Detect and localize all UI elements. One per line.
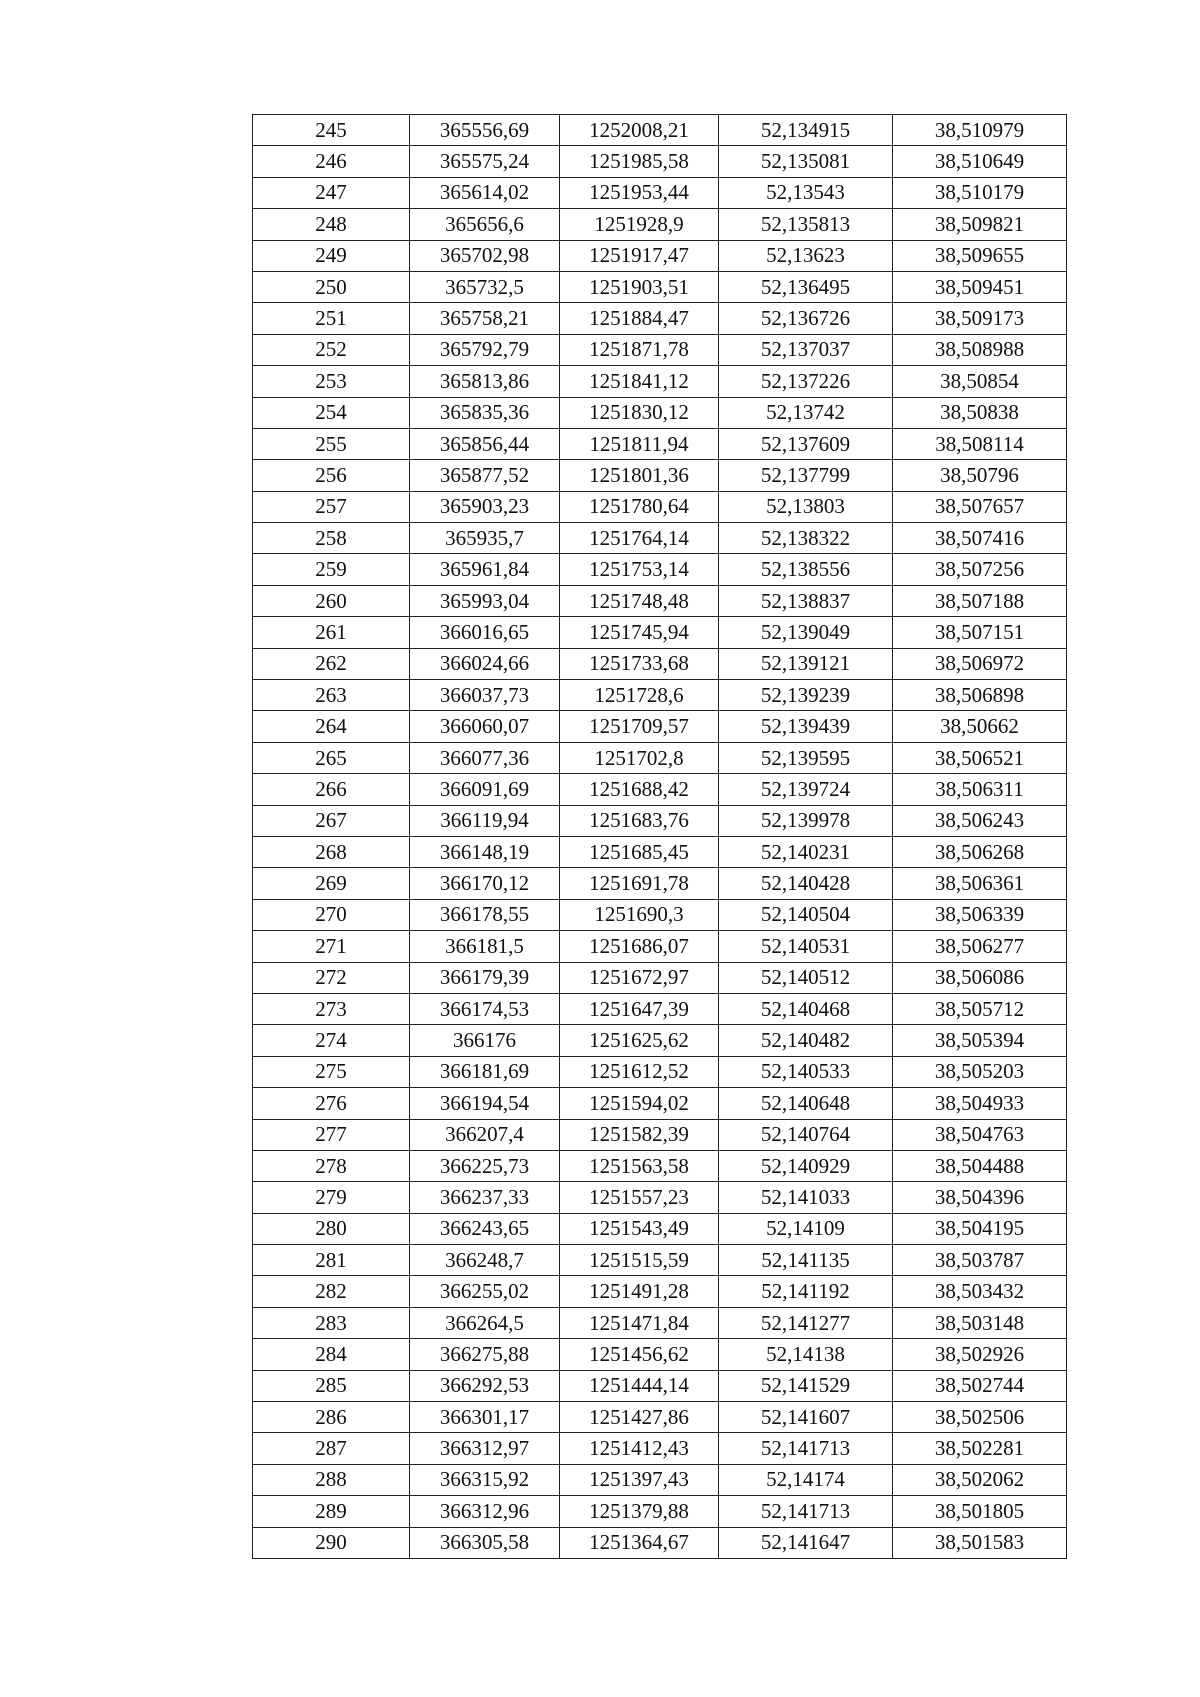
latitude-cell: 52,140531 [719,931,893,962]
y-coordinate-cell: 1251683,76 [560,805,719,836]
point-number-cell: 286 [253,1402,410,1433]
latitude-cell: 52,139121 [719,648,893,679]
latitude-cell: 52,140468 [719,993,893,1024]
longitude-cell: 38,510979 [893,115,1067,146]
latitude-cell: 52,140764 [719,1119,893,1150]
y-coordinate-cell: 1251444,14 [560,1370,719,1401]
y-coordinate-cell: 1251748,48 [560,585,719,616]
latitude-cell: 52,13543 [719,177,893,208]
table-row [253,1182,1067,1213]
x-coordinate-cell: 365656,6 [410,209,560,240]
latitude-cell: 52,14109 [719,1213,893,1244]
y-coordinate-cell: 1251456,62 [560,1339,719,1370]
x-coordinate-cell: 366174,53 [410,993,560,1024]
latitude-cell: 52,13803 [719,491,893,522]
latitude-cell: 52,141529 [719,1370,893,1401]
table-row [253,1402,1067,1433]
y-coordinate-cell: 1251647,39 [560,993,719,1024]
point-number-cell: 278 [253,1150,410,1181]
x-coordinate-cell: 366148,19 [410,836,560,867]
latitude-cell: 52,137037 [719,334,893,365]
longitude-cell: 38,508114 [893,428,1067,459]
point-number-cell: 256 [253,460,410,491]
point-number-cell: 247 [253,177,410,208]
table-row [253,428,1067,459]
x-coordinate-cell: 366176 [410,1025,560,1056]
point-number-cell: 289 [253,1496,410,1527]
point-number-cell: 259 [253,554,410,585]
y-coordinate-cell: 1251543,49 [560,1213,719,1244]
table-row [253,836,1067,867]
table-row [253,1276,1067,1307]
table-row [253,460,1067,491]
table-row [253,1370,1067,1401]
point-number-cell: 257 [253,491,410,522]
longitude-cell: 38,50796 [893,460,1067,491]
longitude-cell: 38,509821 [893,209,1067,240]
y-coordinate-cell: 1251953,44 [560,177,719,208]
point-number-cell: 255 [253,428,410,459]
longitude-cell: 38,503787 [893,1245,1067,1276]
y-coordinate-cell: 1251594,02 [560,1088,719,1119]
table-row [253,742,1067,773]
longitude-cell: 38,50838 [893,397,1067,428]
point-number-cell: 290 [253,1527,410,1558]
table-row [253,680,1067,711]
y-coordinate-cell: 1251515,59 [560,1245,719,1276]
table-row [253,491,1067,522]
table-row [253,523,1067,554]
point-number-cell: 248 [253,209,410,240]
y-coordinate-cell: 1251364,67 [560,1527,719,1558]
coordinates-table [252,114,1067,1559]
point-number-cell: 266 [253,774,410,805]
point-number-cell: 274 [253,1025,410,1056]
x-coordinate-cell: 366312,96 [410,1496,560,1527]
longitude-cell: 38,506972 [893,648,1067,679]
table-row [253,1496,1067,1527]
x-coordinate-cell: 365575,24 [410,146,560,177]
longitude-cell: 38,502062 [893,1464,1067,1495]
latitude-cell: 52,141713 [719,1496,893,1527]
x-coordinate-cell: 366207,4 [410,1119,560,1150]
point-number-cell: 287 [253,1433,410,1464]
point-number-cell: 268 [253,836,410,867]
table-row [253,585,1067,616]
latitude-cell: 52,139239 [719,680,893,711]
y-coordinate-cell: 1251745,94 [560,617,719,648]
table-row [253,366,1067,397]
x-coordinate-cell: 366315,92 [410,1464,560,1495]
y-coordinate-cell: 1251830,12 [560,397,719,428]
x-coordinate-cell: 366237,33 [410,1182,560,1213]
x-coordinate-cell: 366225,73 [410,1150,560,1181]
table-row [253,271,1067,302]
point-number-cell: 262 [253,648,410,679]
table-row [253,1527,1067,1558]
point-number-cell: 261 [253,617,410,648]
x-coordinate-cell: 365732,5 [410,271,560,302]
longitude-cell: 38,510649 [893,146,1067,177]
point-number-cell: 273 [253,993,410,1024]
table-row [253,1119,1067,1150]
table-row [253,115,1067,146]
longitude-cell: 38,502506 [893,1402,1067,1433]
longitude-cell: 38,504488 [893,1150,1067,1181]
y-coordinate-cell: 1251582,39 [560,1119,719,1150]
y-coordinate-cell: 1251928,9 [560,209,719,240]
latitude-cell: 52,138837 [719,585,893,616]
longitude-cell: 38,506268 [893,836,1067,867]
x-coordinate-cell: 365702,98 [410,240,560,271]
point-number-cell: 279 [253,1182,410,1213]
x-coordinate-cell: 365856,44 [410,428,560,459]
x-coordinate-cell: 366119,94 [410,805,560,836]
y-coordinate-cell: 1251903,51 [560,271,719,302]
longitude-cell: 38,506339 [893,899,1067,930]
longitude-cell: 38,506243 [893,805,1067,836]
x-coordinate-cell: 365877,52 [410,460,560,491]
x-coordinate-cell: 366060,07 [410,711,560,742]
longitude-cell: 38,509173 [893,303,1067,334]
latitude-cell: 52,141277 [719,1307,893,1338]
y-coordinate-cell: 1251702,8 [560,742,719,773]
point-number-cell: 288 [253,1464,410,1495]
x-coordinate-cell: 365792,79 [410,334,560,365]
point-number-cell: 258 [253,523,410,554]
longitude-cell: 38,508988 [893,334,1067,365]
y-coordinate-cell: 1251801,36 [560,460,719,491]
y-coordinate-cell: 1251563,58 [560,1150,719,1181]
table-row [253,303,1067,334]
table-row [253,648,1067,679]
point-number-cell: 275 [253,1056,410,1087]
table-row [253,993,1067,1024]
point-number-cell: 252 [253,334,410,365]
y-coordinate-cell: 1251709,57 [560,711,719,742]
table-row [253,554,1067,585]
x-coordinate-cell: 366264,5 [410,1307,560,1338]
y-coordinate-cell: 1251557,23 [560,1182,719,1213]
table-row [253,146,1067,177]
y-coordinate-cell: 1251811,94 [560,428,719,459]
table-row [253,899,1067,930]
latitude-cell: 52,136495 [719,271,893,302]
table-row [253,1464,1067,1495]
point-number-cell: 269 [253,868,410,899]
latitude-cell: 52,140428 [719,868,893,899]
longitude-cell: 38,503148 [893,1307,1067,1338]
point-number-cell: 251 [253,303,410,334]
x-coordinate-cell: 366312,97 [410,1433,560,1464]
longitude-cell: 38,505394 [893,1025,1067,1056]
latitude-cell: 52,13623 [719,240,893,271]
table-row [253,177,1067,208]
coordinates-table-body [253,115,1067,1559]
table-row [253,931,1067,962]
longitude-cell: 38,506277 [893,931,1067,962]
x-coordinate-cell: 366194,54 [410,1088,560,1119]
table-row [253,240,1067,271]
x-coordinate-cell: 366301,17 [410,1402,560,1433]
x-coordinate-cell: 365556,69 [410,115,560,146]
point-number-cell: 272 [253,962,410,993]
point-number-cell: 283 [253,1307,410,1338]
longitude-cell: 38,502744 [893,1370,1067,1401]
y-coordinate-cell: 1251780,64 [560,491,719,522]
x-coordinate-cell: 366255,02 [410,1276,560,1307]
longitude-cell: 38,503432 [893,1276,1067,1307]
point-number-cell: 271 [253,931,410,962]
latitude-cell: 52,139595 [719,742,893,773]
table-row [253,962,1067,993]
point-number-cell: 263 [253,680,410,711]
table-row [253,1339,1067,1370]
latitude-cell: 52,141647 [719,1527,893,1558]
y-coordinate-cell: 1251871,78 [560,334,719,365]
point-number-cell: 245 [253,115,410,146]
y-coordinate-cell: 1251884,47 [560,303,719,334]
y-coordinate-cell: 1251753,14 [560,554,719,585]
latitude-cell: 52,137226 [719,366,893,397]
x-coordinate-cell: 366037,73 [410,680,560,711]
x-coordinate-cell: 365993,04 [410,585,560,616]
longitude-cell: 38,506898 [893,680,1067,711]
latitude-cell: 52,137799 [719,460,893,491]
table-row [253,1433,1067,1464]
longitude-cell: 38,510179 [893,177,1067,208]
longitude-cell: 38,507151 [893,617,1067,648]
x-coordinate-cell: 366243,65 [410,1213,560,1244]
latitude-cell: 52,14138 [719,1339,893,1370]
latitude-cell: 52,140648 [719,1088,893,1119]
y-coordinate-cell: 1251691,78 [560,868,719,899]
y-coordinate-cell: 1251672,97 [560,962,719,993]
point-number-cell: 280 [253,1213,410,1244]
table-row [253,1307,1067,1338]
x-coordinate-cell: 366292,53 [410,1370,560,1401]
table-row [253,1088,1067,1119]
latitude-cell: 52,135813 [719,209,893,240]
latitude-cell: 52,138322 [719,523,893,554]
latitude-cell: 52,140504 [719,899,893,930]
point-number-cell: 246 [253,146,410,177]
table-row [253,805,1067,836]
latitude-cell: 52,135081 [719,146,893,177]
y-coordinate-cell: 1252008,21 [560,115,719,146]
table-row [253,1025,1067,1056]
latitude-cell: 52,141192 [719,1276,893,1307]
latitude-cell: 52,140929 [719,1150,893,1181]
x-coordinate-cell: 365758,21 [410,303,560,334]
point-number-cell: 264 [253,711,410,742]
latitude-cell: 52,137609 [719,428,893,459]
point-number-cell: 284 [253,1339,410,1370]
latitude-cell: 52,13742 [719,397,893,428]
x-coordinate-cell: 365835,36 [410,397,560,428]
latitude-cell: 52,140482 [719,1025,893,1056]
longitude-cell: 38,509655 [893,240,1067,271]
point-number-cell: 281 [253,1245,410,1276]
x-coordinate-cell: 365614,02 [410,177,560,208]
longitude-cell: 38,501805 [893,1496,1067,1527]
point-number-cell: 276 [253,1088,410,1119]
longitude-cell: 38,505203 [893,1056,1067,1087]
longitude-cell: 38,504396 [893,1182,1067,1213]
latitude-cell: 52,139049 [719,617,893,648]
longitude-cell: 38,504763 [893,1119,1067,1150]
longitude-cell: 38,504933 [893,1088,1067,1119]
longitude-cell: 38,506311 [893,774,1067,805]
point-number-cell: 277 [253,1119,410,1150]
point-number-cell: 254 [253,397,410,428]
y-coordinate-cell: 1251985,58 [560,146,719,177]
latitude-cell: 52,139724 [719,774,893,805]
longitude-cell: 38,50854 [893,366,1067,397]
table-row [253,209,1067,240]
longitude-cell: 38,506521 [893,742,1067,773]
longitude-cell: 38,502926 [893,1339,1067,1370]
y-coordinate-cell: 1251685,45 [560,836,719,867]
table-row [253,617,1067,648]
x-coordinate-cell: 366024,66 [410,648,560,679]
y-coordinate-cell: 1251917,47 [560,240,719,271]
x-coordinate-cell: 365961,84 [410,554,560,585]
x-coordinate-cell: 366170,12 [410,868,560,899]
longitude-cell: 38,507416 [893,523,1067,554]
x-coordinate-cell: 366305,58 [410,1527,560,1558]
longitude-cell: 38,507256 [893,554,1067,585]
longitude-cell: 38,501583 [893,1527,1067,1558]
x-coordinate-cell: 366091,69 [410,774,560,805]
table-row [253,1213,1067,1244]
table-row [253,711,1067,742]
latitude-cell: 52,141033 [719,1182,893,1213]
longitude-cell: 38,506361 [893,868,1067,899]
x-coordinate-cell: 366181,69 [410,1056,560,1087]
x-coordinate-cell: 365935,7 [410,523,560,554]
point-number-cell: 265 [253,742,410,773]
latitude-cell: 52,139978 [719,805,893,836]
y-coordinate-cell: 1251686,07 [560,931,719,962]
y-coordinate-cell: 1251841,12 [560,366,719,397]
x-coordinate-cell: 366275,88 [410,1339,560,1370]
y-coordinate-cell: 1251379,88 [560,1496,719,1527]
x-coordinate-cell: 366179,39 [410,962,560,993]
latitude-cell: 52,139439 [719,711,893,742]
longitude-cell: 38,507188 [893,585,1067,616]
longitude-cell: 38,502281 [893,1433,1067,1464]
x-coordinate-cell: 366016,65 [410,617,560,648]
y-coordinate-cell: 1251733,68 [560,648,719,679]
table-row [253,334,1067,365]
latitude-cell: 52,141607 [719,1402,893,1433]
table-row [253,1150,1067,1181]
latitude-cell: 52,141713 [719,1433,893,1464]
y-coordinate-cell: 1251491,28 [560,1276,719,1307]
y-coordinate-cell: 1251612,52 [560,1056,719,1087]
point-number-cell: 267 [253,805,410,836]
x-coordinate-cell: 365813,86 [410,366,560,397]
y-coordinate-cell: 1251471,84 [560,1307,719,1338]
y-coordinate-cell: 1251412,43 [560,1433,719,1464]
latitude-cell: 52,138556 [719,554,893,585]
latitude-cell: 52,136726 [719,303,893,334]
table-row [253,397,1067,428]
x-coordinate-cell: 366181,5 [410,931,560,962]
longitude-cell: 38,509451 [893,271,1067,302]
latitude-cell: 52,140512 [719,962,893,993]
latitude-cell: 52,140231 [719,836,893,867]
point-number-cell: 282 [253,1276,410,1307]
longitude-cell: 38,505712 [893,993,1067,1024]
table-row [253,1245,1067,1276]
latitude-cell: 52,14174 [719,1464,893,1495]
latitude-cell: 52,134915 [719,115,893,146]
longitude-cell: 38,506086 [893,962,1067,993]
latitude-cell: 52,141135 [719,1245,893,1276]
latitude-cell: 52,140533 [719,1056,893,1087]
y-coordinate-cell: 1251688,42 [560,774,719,805]
table-row [253,1056,1067,1087]
point-number-cell: 285 [253,1370,410,1401]
y-coordinate-cell: 1251690,3 [560,899,719,930]
point-number-cell: 260 [253,585,410,616]
table-row [253,774,1067,805]
x-coordinate-cell: 365903,23 [410,491,560,522]
y-coordinate-cell: 1251625,62 [560,1025,719,1056]
point-number-cell: 249 [253,240,410,271]
y-coordinate-cell: 1251427,86 [560,1402,719,1433]
point-number-cell: 253 [253,366,410,397]
x-coordinate-cell: 366248,7 [410,1245,560,1276]
x-coordinate-cell: 366178,55 [410,899,560,930]
longitude-cell: 38,50662 [893,711,1067,742]
y-coordinate-cell: 1251764,14 [560,523,719,554]
longitude-cell: 38,504195 [893,1213,1067,1244]
y-coordinate-cell: 1251728,6 [560,680,719,711]
y-coordinate-cell: 1251397,43 [560,1464,719,1495]
table-row [253,868,1067,899]
point-number-cell: 270 [253,899,410,930]
x-coordinate-cell: 366077,36 [410,742,560,773]
point-number-cell: 250 [253,271,410,302]
longitude-cell: 38,507657 [893,491,1067,522]
